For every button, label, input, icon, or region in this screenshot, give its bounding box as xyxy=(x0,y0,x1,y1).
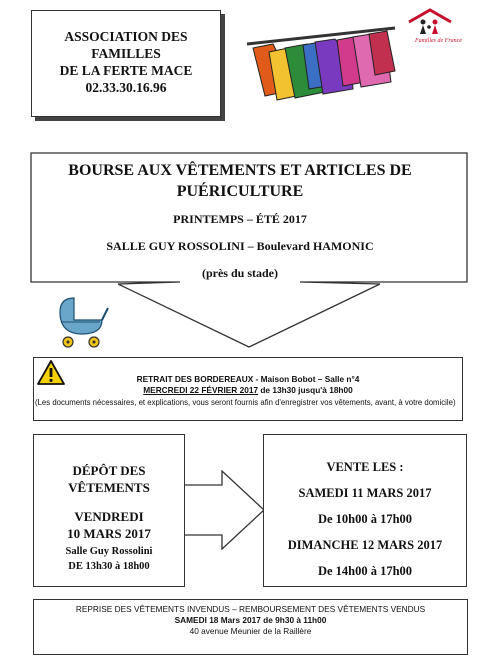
depot-title-line1: DÉPÔT DES xyxy=(72,463,146,478)
familles-de-france-logo xyxy=(405,8,475,53)
depot-date: 10 MARS 2017 xyxy=(67,526,151,541)
logo-text: Familles de France xyxy=(415,38,462,44)
retrait-info: (Les documents nécessaires, et explications, vous seront fournis afin d'enregistrer vos vêtements, avant, à votre domicile) xyxy=(35,398,456,407)
retrait-date: MERCREDI 22 FÉVRIER 2017 xyxy=(143,385,259,395)
right-arrow-shape xyxy=(184,470,266,550)
association-name-line1: ASSOCIATION DES xyxy=(64,29,188,44)
reprise-line1: REPRISE DES VÊTEMENTS INVENDUS – REMBOURSEMENT DES VÊTEMENTS VENDUS xyxy=(75,604,426,614)
depot-day: VENDREDI xyxy=(74,509,144,524)
reprise-box xyxy=(33,599,468,655)
retrait-box xyxy=(33,357,463,421)
reprise-line3: 40 avenue Meunier de la Raillère xyxy=(189,626,312,636)
vente-title: VENTE LES : xyxy=(326,460,404,474)
clothes-rack-illustration xyxy=(245,18,405,128)
banner-title-line2: PUÉRICULTURE xyxy=(176,183,304,200)
vente-time1: De 10h00 à 17h00 xyxy=(317,512,413,526)
vente-day2: DIMANCHE 12 MARS 2017 xyxy=(287,538,443,552)
reprise-line2: SAMEDI 18 Mars 2017 de 9h30 à 11h00 xyxy=(174,615,327,625)
depot-title-line2: VÊTEMENTS xyxy=(68,480,150,495)
association-box xyxy=(31,10,221,117)
retrait-heading: RETRAIT DES BORDEREAUX - Maison Bobot – Salle n°4 xyxy=(136,374,360,384)
pram-illustration xyxy=(52,292,112,352)
association-phone: 02.33.30.16.96 xyxy=(85,80,167,95)
vente-time2: De 14h00 à 17h00 xyxy=(317,564,413,578)
banner-venue: SALLE GUY ROSSOLINI – Boulevard HAMONIC xyxy=(106,239,374,253)
vente-box xyxy=(263,434,467,587)
family-roof-logo-icon xyxy=(405,8,455,36)
banner-title-line1: BOURSE AUX VÊTEMENTS ET ARTICLES DE xyxy=(68,162,412,179)
vente-day1: SAMEDI 11 MARS 2017 xyxy=(298,486,432,500)
depot-time: DE 13h30 à 18h00 xyxy=(68,561,150,572)
depot-venue: Salle Guy Rossolini xyxy=(65,546,153,557)
banner-text xyxy=(60,160,420,281)
banner-season: PRINTEMPS – ÉTÉ 2017 xyxy=(173,212,307,226)
association-name-line3: DE LA FERTE MACE xyxy=(59,63,193,78)
association-name-line2: FAMILLES xyxy=(91,46,161,61)
banner-note: (près du stade) xyxy=(201,266,278,280)
retrait-time: de 13h30 jusqu'à 18h00 xyxy=(258,385,353,395)
depot-box xyxy=(33,434,185,587)
